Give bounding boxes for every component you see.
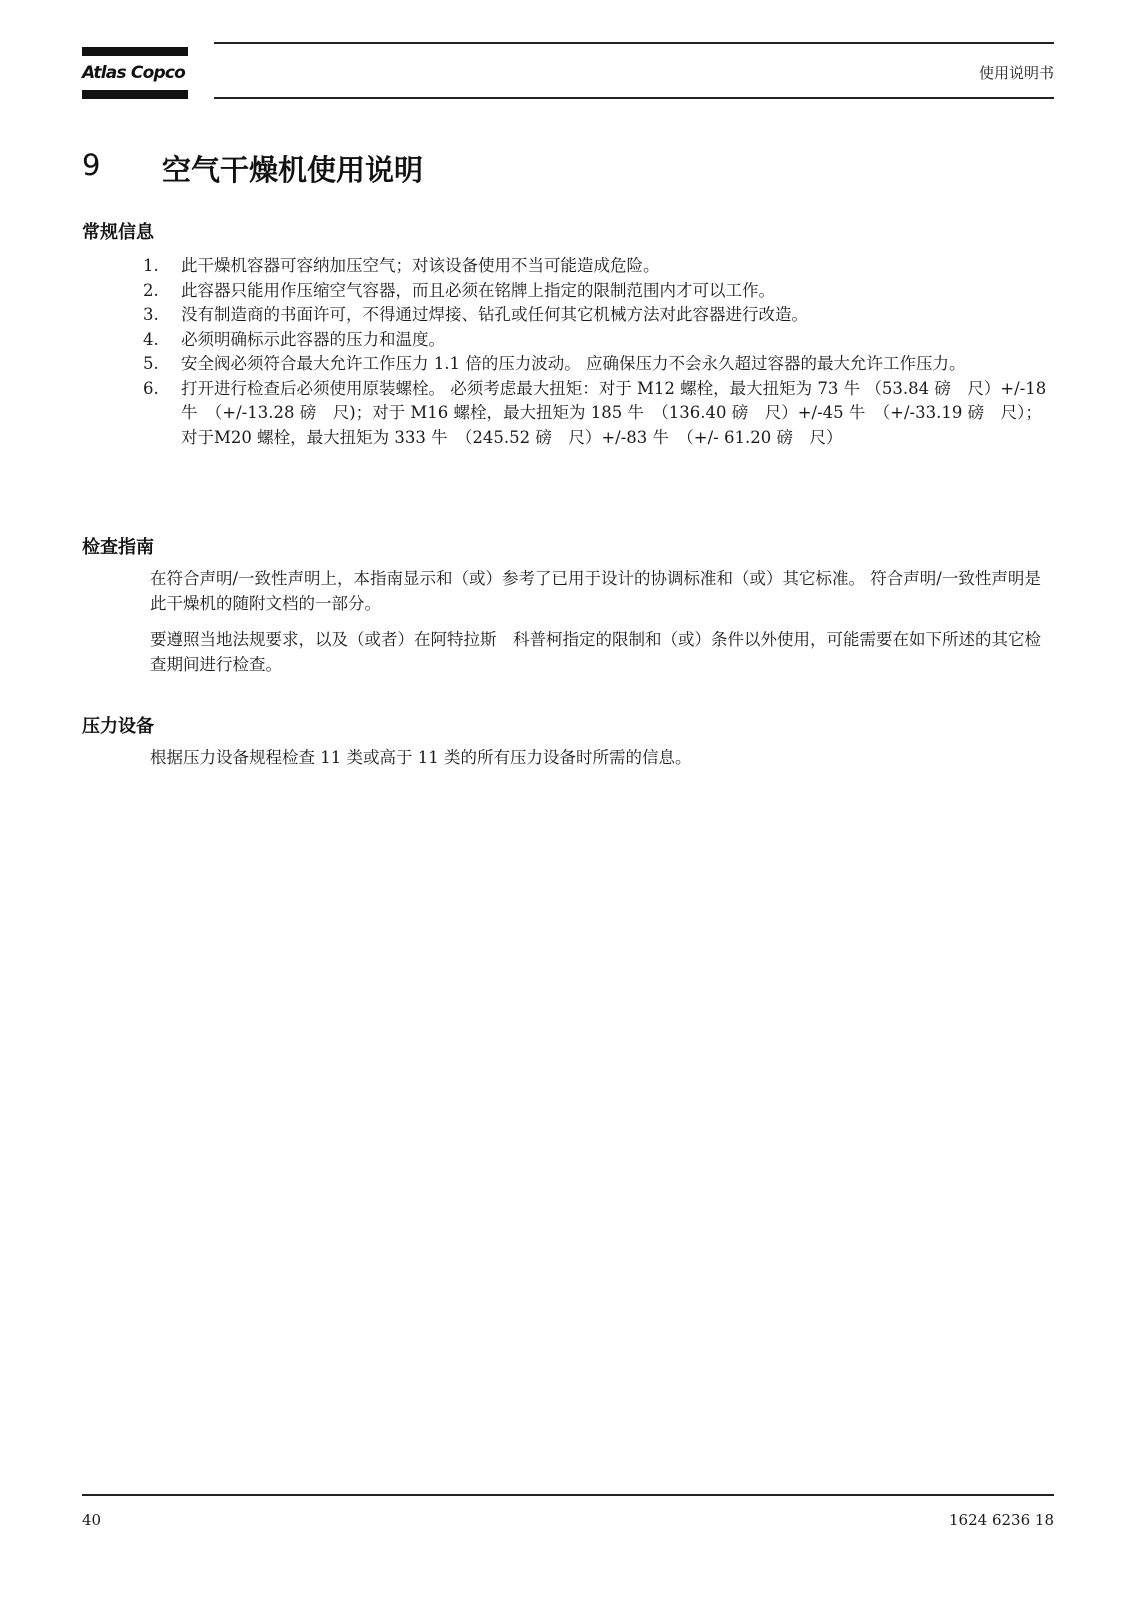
inspection-paragraph-2: 要遵照当地法规要求，以及（或者）在阿特拉斯 科普柯指定的限制和（或）条件以外使用，可能需要在如下所述的其它检查期间进行检查。: [150, 630, 1041, 674]
document-type-label: 使用说明书: [978, 64, 1054, 82]
chapter-number: 9: [82, 148, 101, 182]
list-item: [143, 377, 1058, 451]
header-rule-top: [214, 42, 1054, 44]
logo-bar-top: [82, 47, 188, 56]
logo-bar-bottom: [82, 90, 188, 99]
list-item: [143, 328, 1058, 353]
atlas-copco-logo: [82, 47, 188, 99]
list-item: [143, 303, 1058, 328]
pressure-paragraph: 根据压力设备规程检查 11 类或高于 11 类的所有压力设备时所需的信息。: [150, 748, 692, 767]
list-item-number: 2.: [143, 280, 159, 300]
list-item-text: 安全阀必须符合最大允许工作压力 1.1 倍的压力波动。 应确保压力不会永久超过容器的最大允许工作压力。: [181, 354, 966, 373]
list-item-number: 5.: [143, 354, 159, 373]
header-rule-bottom: [214, 97, 1054, 99]
list-item-text: 此容器只能用作压缩空气容器，而且必须在铭牌上指定的限制范围内才可以工作。: [181, 280, 775, 300]
general-info-list: [143, 254, 1058, 450]
list-item-text: 打开进行检查后必须使用原装螺栓。 必须考虑最大扭矩：对于 M12 螺栓，最大扭矩为 73 牛 （53.84 磅 尺）+/-18 牛 （+/-13.28 磅 尺)；对于 M16 螺栓，最大扭矩为 185 牛 （136.40 磅 尺）+/-45 牛 （+/-33.19 磅 尺）；对于M20 螺栓，最大扭矩为 333 牛 （245.52 磅 尺）+/-83 牛 （+/- 61.20 磅 尺）: [181, 378, 1047, 447]
list-item-text: 此干燥机容器可容纳加压空气；对该设备使用不当可能造成危险。: [181, 256, 660, 275]
footer-rule: [82, 1494, 1054, 1496]
section-heading-inspection: 检查指南: [82, 537, 154, 558]
section-heading-pressure: 压力设备: [82, 716, 154, 737]
list-item-text: 必须明确标示此容器的压力和温度。: [181, 329, 445, 349]
list-item: [143, 279, 1058, 304]
document-number: 1624 6236 18: [949, 1511, 1054, 1529]
list-item: [143, 352, 1058, 377]
chapter-title: 空气干燥机使用说明: [162, 153, 424, 187]
list-item: [143, 254, 1058, 279]
inspection-paragraph-1: 在符合声明/一致性声明上，本指南显示和（或）参考了已用于设计的协调标准和（或）其它标准。 符合声明/一致性声明是此干燥机的随附文档的一部分。: [150, 569, 1041, 613]
list-item-number: 6.: [143, 378, 159, 398]
list-item-text: 没有制造商的书面许可，不得通过焊接、钻孔或任何其它机械方法对此容器进行改造。: [181, 305, 808, 324]
list-item-number: 3.: [143, 305, 159, 324]
section-heading-general: 常规信息: [82, 222, 154, 243]
list-item-number: 4.: [143, 329, 159, 349]
page-number: 40: [82, 1511, 102, 1529]
list-item-number: 1.: [143, 256, 159, 275]
logo-wordmark: Atlas Copco: [82, 63, 185, 83]
